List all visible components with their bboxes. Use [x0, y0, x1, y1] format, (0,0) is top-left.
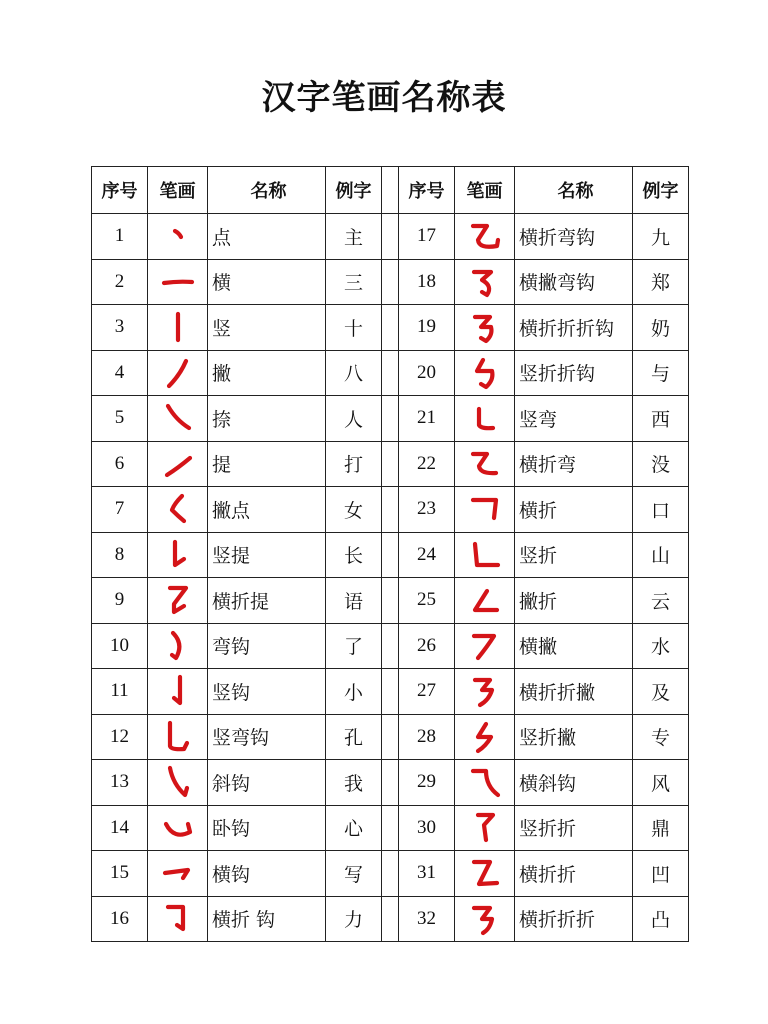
- stroke-name: 竖弯: [515, 396, 633, 442]
- shuwangou-stroke-icon: [158, 719, 198, 755]
- column-gap: [382, 396, 399, 442]
- stroke-number: 11: [92, 669, 148, 715]
- column-gap: [382, 532, 399, 578]
- dian-stroke-icon: [158, 218, 198, 254]
- hengzhezhezhe-stroke-icon: [465, 901, 505, 937]
- example-character: 与: [633, 350, 689, 396]
- stroke-name: 提: [208, 441, 326, 487]
- stroke-name: 横钩: [208, 851, 326, 897]
- stroke-number: 29: [399, 760, 455, 806]
- stroke-number: 5: [92, 396, 148, 442]
- example-character: 写: [326, 851, 382, 897]
- stroke-cell: [455, 487, 515, 533]
- hengzhe-stroke-icon: [465, 491, 505, 527]
- example-character: 主: [326, 214, 382, 260]
- hengzhezhepie-stroke-icon: [465, 673, 505, 709]
- stroke-number: 13: [92, 760, 148, 806]
- example-character: 鼎: [633, 805, 689, 851]
- stroke-cell: [455, 214, 515, 260]
- stroke-name: 点: [208, 214, 326, 260]
- hengxiegou-stroke-icon: [465, 764, 505, 800]
- header-example: 例字: [326, 167, 382, 214]
- stroke-number: 17: [399, 214, 455, 260]
- stroke-cell: [148, 532, 208, 578]
- stroke-number: 31: [399, 851, 455, 897]
- column-gap: [382, 259, 399, 305]
- stroke-cell: [148, 714, 208, 760]
- stroke-cell: [148, 259, 208, 305]
- header-name: 名称: [208, 167, 326, 214]
- stroke-cell: [148, 396, 208, 442]
- page-title: 汉字笔画名称表: [261, 78, 507, 118]
- stroke-name: 竖折撇: [515, 714, 633, 760]
- table-row: [92, 396, 689, 442]
- stroke-name: 横斜钩: [515, 760, 633, 806]
- stroke-name: 横折弯钩: [515, 214, 633, 260]
- stroke-cell: [455, 851, 515, 897]
- ti-stroke-icon: [158, 446, 198, 482]
- stroke-cell: [455, 896, 515, 942]
- example-character: 山: [633, 532, 689, 578]
- stroke-name: 横撇弯钩: [515, 259, 633, 305]
- stroke-name: 竖折折钩: [515, 350, 633, 396]
- stroke-cell: [148, 578, 208, 624]
- example-character: 了: [326, 623, 382, 669]
- stroke-name: 横: [208, 259, 326, 305]
- stroke-number: 3: [92, 305, 148, 351]
- stroke-number: 32: [399, 896, 455, 942]
- stroke-cell: [455, 714, 515, 760]
- shuzhezhe-stroke-icon: [465, 810, 505, 846]
- stroke-number: 15: [92, 851, 148, 897]
- column-gap: [382, 350, 399, 396]
- stroke-cell: [148, 669, 208, 715]
- example-character: 风: [633, 760, 689, 806]
- header-stroke: 笔画: [148, 167, 208, 214]
- table-row: [92, 851, 689, 897]
- stroke-name: 横折提: [208, 578, 326, 624]
- stroke-name: 捺: [208, 396, 326, 442]
- column-gap: [382, 669, 399, 715]
- hengzhezhezhegou-stroke-icon: [465, 309, 505, 345]
- column-gap: [382, 623, 399, 669]
- stroke-number: 27: [399, 669, 455, 715]
- column-gap: [382, 896, 399, 942]
- stroke-name: 横折弯: [515, 441, 633, 487]
- example-character: 孔: [326, 714, 382, 760]
- example-character: 小: [326, 669, 382, 715]
- example-character: 水: [633, 623, 689, 669]
- stroke-number: 24: [399, 532, 455, 578]
- example-character: 语: [326, 578, 382, 624]
- hengpie-stroke-icon: [465, 628, 505, 664]
- example-character: 西: [633, 396, 689, 442]
- example-character: 郑: [633, 259, 689, 305]
- stroke-cell: [455, 532, 515, 578]
- stroke-number: 28: [399, 714, 455, 760]
- header-example: 例字: [633, 167, 689, 214]
- table-row: [92, 487, 689, 533]
- stroke-cell: [455, 259, 515, 305]
- stroke-number: 16: [92, 896, 148, 942]
- stroke-name: 竖钩: [208, 669, 326, 715]
- stroke-number: 25: [399, 578, 455, 624]
- stroke-cell: [148, 214, 208, 260]
- example-character: 女: [326, 487, 382, 533]
- stroke-name: 横折折折钩: [515, 305, 633, 351]
- stroke-name: 撇点: [208, 487, 326, 533]
- example-character: 我: [326, 760, 382, 806]
- stroke-cell: [455, 805, 515, 851]
- stroke-name: 竖折折: [515, 805, 633, 851]
- stroke-name: 竖: [208, 305, 326, 351]
- stroke-number: 19: [399, 305, 455, 351]
- piezhe-stroke-icon: [465, 582, 505, 618]
- stroke-number: 21: [399, 396, 455, 442]
- stroke-name: 横折折撇: [515, 669, 633, 715]
- column-gap: [382, 851, 399, 897]
- example-character: 心: [326, 805, 382, 851]
- stroke-cell: [148, 441, 208, 487]
- stroke-number: 20: [399, 350, 455, 396]
- stroke-cell: [148, 305, 208, 351]
- hengzhegou-stroke-icon: [158, 901, 198, 937]
- stroke-name: 卧钩: [208, 805, 326, 851]
- stroke-cell: [455, 623, 515, 669]
- pie-stroke-icon: [158, 355, 198, 391]
- shuzhe-stroke-icon: [465, 537, 505, 573]
- stroke-number: 2: [92, 259, 148, 305]
- stroke-number: 12: [92, 714, 148, 760]
- stroke-name: 横折折: [515, 851, 633, 897]
- stroke-number: 26: [399, 623, 455, 669]
- stroke-names-table: [91, 166, 689, 942]
- shuzhepie-stroke-icon: [465, 719, 505, 755]
- column-gap: [382, 167, 399, 214]
- table-row: [92, 214, 689, 260]
- stroke-number: 22: [399, 441, 455, 487]
- column-gap: [382, 760, 399, 806]
- stroke-cell: [148, 350, 208, 396]
- stroke-cell: [148, 805, 208, 851]
- stroke-number: 9: [92, 578, 148, 624]
- stroke-cell: [455, 669, 515, 715]
- header-name: 名称: [515, 167, 633, 214]
- hengzhewan-stroke-icon: [465, 446, 505, 482]
- table-row: [92, 350, 689, 396]
- stroke-name: 竖弯钩: [208, 714, 326, 760]
- example-character: 十: [326, 305, 382, 351]
- shuwan-stroke-icon: [465, 400, 505, 436]
- table-row: [92, 441, 689, 487]
- column-gap: [382, 305, 399, 351]
- column-gap: [382, 714, 399, 760]
- stroke-name: 斜钩: [208, 760, 326, 806]
- hengpiewangou-stroke-icon: [465, 264, 505, 300]
- example-character: 九: [633, 214, 689, 260]
- stroke-number: 8: [92, 532, 148, 578]
- stroke-name: 横折折折: [515, 896, 633, 942]
- na-stroke-icon: [158, 400, 198, 436]
- column-gap: [382, 441, 399, 487]
- example-character: 凸: [633, 896, 689, 942]
- stroke-cell: [148, 487, 208, 533]
- table-row: [92, 805, 689, 851]
- stroke-number: 7: [92, 487, 148, 533]
- column-gap: [382, 214, 399, 260]
- table-row: [92, 532, 689, 578]
- stroke-name: 撇折: [515, 578, 633, 624]
- table-row: [92, 578, 689, 624]
- stroke-cell: [455, 305, 515, 351]
- stroke-name: 撇: [208, 350, 326, 396]
- column-gap: [382, 805, 399, 851]
- example-character: 打: [326, 441, 382, 487]
- wangou-stroke-icon: [158, 628, 198, 664]
- piedian-stroke-icon: [158, 491, 198, 527]
- header-number: 序号: [92, 167, 148, 214]
- wogou-stroke-icon: [158, 810, 198, 846]
- shu-stroke-icon: [158, 309, 198, 345]
- table-row: [92, 896, 689, 942]
- stroke-number: 18: [399, 259, 455, 305]
- hengzhewangou-stroke-icon: [465, 218, 505, 254]
- stroke-number: 30: [399, 805, 455, 851]
- stroke-name: 竖提: [208, 532, 326, 578]
- stroke-name: 横折 钩: [208, 896, 326, 942]
- stroke-cell: [148, 760, 208, 806]
- hengzhezhe-stroke-icon: [465, 855, 505, 891]
- stroke-cell: [455, 350, 515, 396]
- shuzhezhegou-stroke-icon: [465, 355, 505, 391]
- example-character: 及: [633, 669, 689, 715]
- stroke-number: 10: [92, 623, 148, 669]
- table-row: [92, 714, 689, 760]
- example-character: 云: [633, 578, 689, 624]
- henggou-stroke-icon: [158, 855, 198, 891]
- example-character: 没: [633, 441, 689, 487]
- shuti-stroke-icon: [158, 537, 198, 573]
- stroke-cell: [148, 623, 208, 669]
- stroke-name: 弯钩: [208, 623, 326, 669]
- example-character: 力: [326, 896, 382, 942]
- stroke-name: 竖折: [515, 532, 633, 578]
- stroke-cell: [148, 896, 208, 942]
- stroke-number: 1: [92, 214, 148, 260]
- table-row: [92, 760, 689, 806]
- example-character: 口: [633, 487, 689, 533]
- stroke-cell: [455, 578, 515, 624]
- table-header-row: [92, 167, 689, 214]
- stroke-number: 23: [399, 487, 455, 533]
- example-character: 人: [326, 396, 382, 442]
- stroke-cell: [455, 396, 515, 442]
- header-number: 序号: [399, 167, 455, 214]
- stroke-number: 4: [92, 350, 148, 396]
- stroke-number: 14: [92, 805, 148, 851]
- shugou-stroke-icon: [158, 673, 198, 709]
- table-row: [92, 669, 689, 715]
- xiegou-stroke-icon: [158, 764, 198, 800]
- example-character: 八: [326, 350, 382, 396]
- column-gap: [382, 578, 399, 624]
- hengzheti-stroke-icon: [158, 582, 198, 618]
- table-row: [92, 259, 689, 305]
- example-character: 长: [326, 532, 382, 578]
- stroke-cell: [455, 760, 515, 806]
- stroke-cell: [148, 851, 208, 897]
- example-character: 专: [633, 714, 689, 760]
- stroke-number: 6: [92, 441, 148, 487]
- example-character: 三: [326, 259, 382, 305]
- column-gap: [382, 487, 399, 533]
- table-row: [92, 305, 689, 351]
- example-character: 奶: [633, 305, 689, 351]
- table-row: [92, 623, 689, 669]
- header-stroke: 笔画: [455, 167, 515, 214]
- stroke-name: 横撇: [515, 623, 633, 669]
- table-body: [92, 214, 689, 942]
- stroke-cell: [455, 441, 515, 487]
- stroke-name: 横折: [515, 487, 633, 533]
- heng-stroke-icon: [158, 264, 198, 300]
- example-character: 凹: [633, 851, 689, 897]
